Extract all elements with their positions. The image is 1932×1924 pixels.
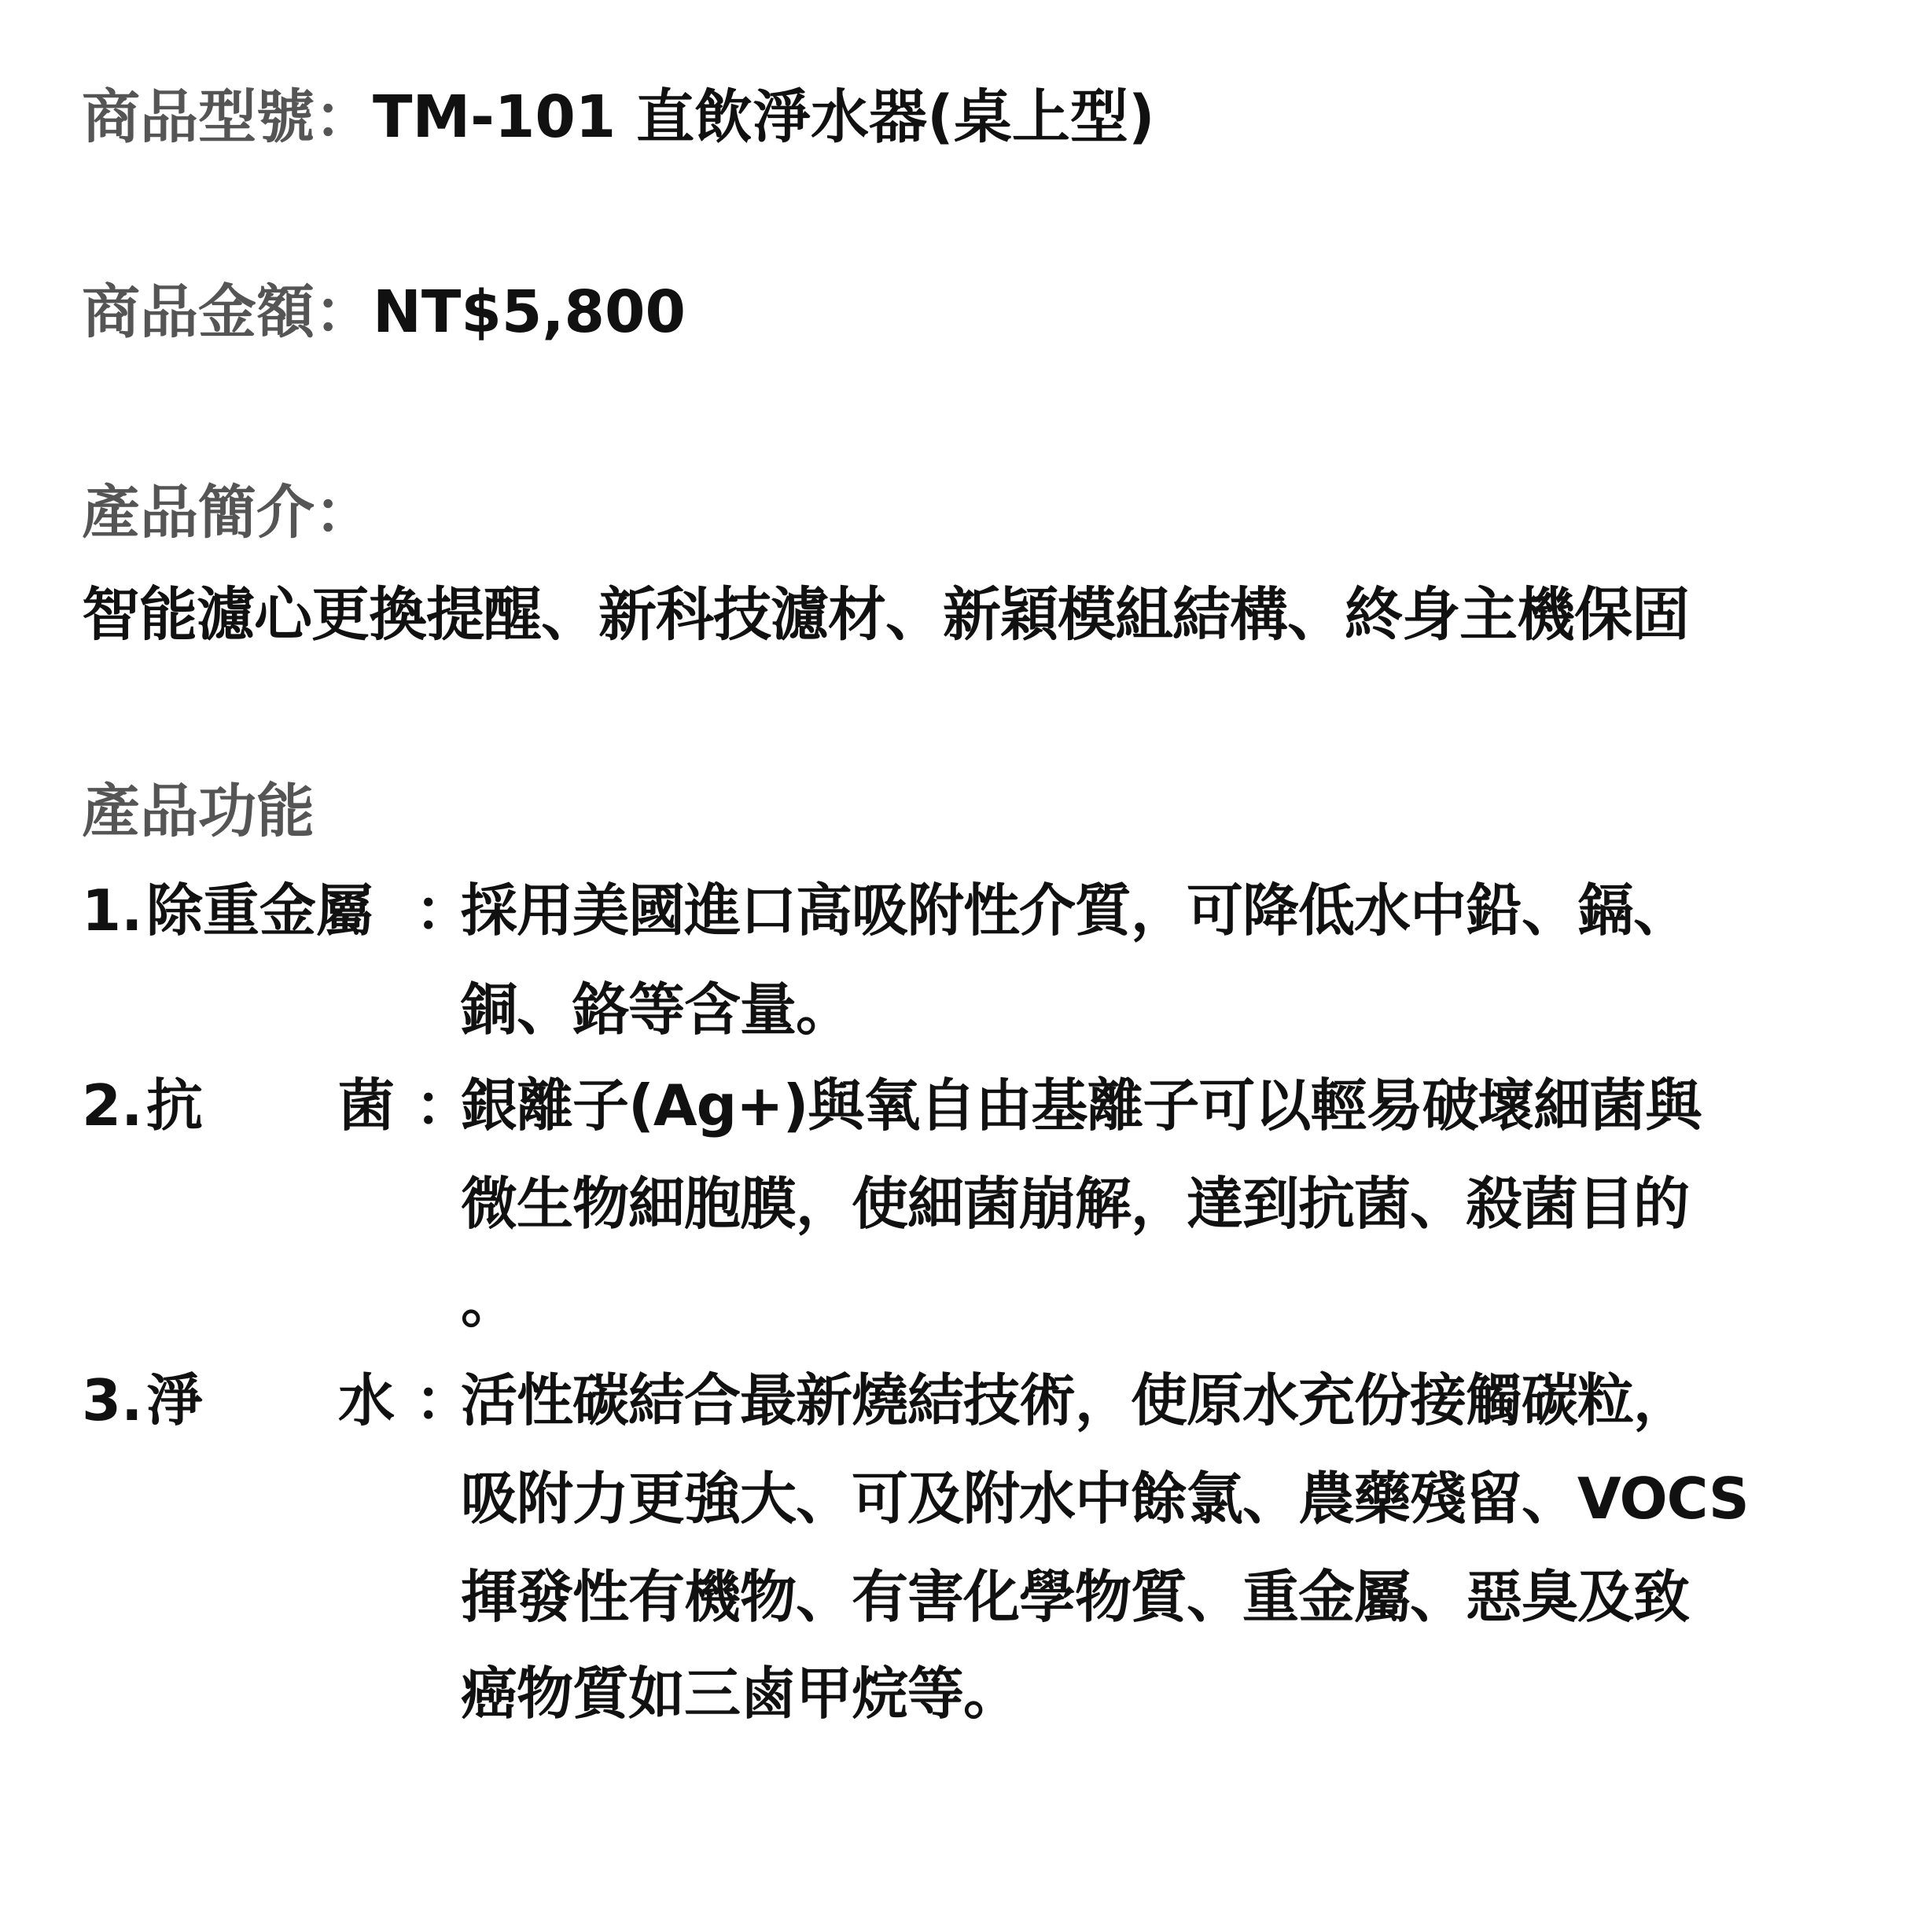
feature-name-first: 抗 bbox=[146, 1072, 204, 1139]
feature-name-last: 菌 bbox=[338, 1072, 396, 1139]
feature-name-last: 水 bbox=[338, 1367, 396, 1433]
model-label: 商品型號： bbox=[82, 83, 373, 151]
feature-description-line: 吸附力更強大、可及附水中餘氯、農藥殘留、VOCS bbox=[461, 1466, 1749, 1532]
feature-description-line: 銀離子(Ag+)與氧自由基離子可以輕易破壞細菌與 bbox=[461, 1072, 1702, 1139]
price-value: NT$5,800 bbox=[373, 278, 686, 346]
feature-description-line: 活性碳結合最新燒結技術，使原水充份接觸碳粒， bbox=[461, 1367, 1690, 1433]
feature-colon: ： bbox=[415, 1072, 473, 1139]
feature-number: 3. bbox=[82, 1367, 143, 1433]
model-value: TM-101 直飲淨水器(桌上型) bbox=[373, 83, 1155, 151]
feature-colon: ： bbox=[415, 1367, 473, 1433]
price-label: 商品金額： bbox=[82, 278, 373, 346]
feature-name: 除重金屬 bbox=[146, 877, 374, 944]
feature-description-line: 癌物質如三鹵甲烷等。 bbox=[461, 1661, 1020, 1727]
intro-text: 智能濾心更換提醒、新科技濾材、新穎模組結構、終身主機保固 bbox=[82, 581, 1689, 649]
price-row bbox=[82, 278, 686, 346]
feature-description-line: 微生物細胞膜，使細菌崩解，達到抗菌、殺菌目的 bbox=[461, 1171, 1690, 1237]
feature-description-line: 採用美國進口高吸附性介質，可降低水中鉛、鎘、 bbox=[461, 877, 1690, 944]
functions-heading: 產品功能 bbox=[82, 778, 315, 845]
intro-heading: 產品簡介： bbox=[82, 479, 373, 546]
feature-number: 1. bbox=[82, 877, 143, 944]
feature-description-line: 銅、鉻等含量。 bbox=[461, 977, 852, 1043]
feature-description-line: 揮發性有機物、有害化學物質、重金屬、惡臭及致 bbox=[461, 1564, 1690, 1630]
feature-description-line: 。 bbox=[461, 1269, 517, 1335]
feature-number: 2. bbox=[82, 1072, 143, 1139]
model-row bbox=[82, 83, 1155, 151]
feature-name-first: 淨 bbox=[146, 1367, 204, 1433]
feature-colon: ： bbox=[415, 877, 473, 944]
